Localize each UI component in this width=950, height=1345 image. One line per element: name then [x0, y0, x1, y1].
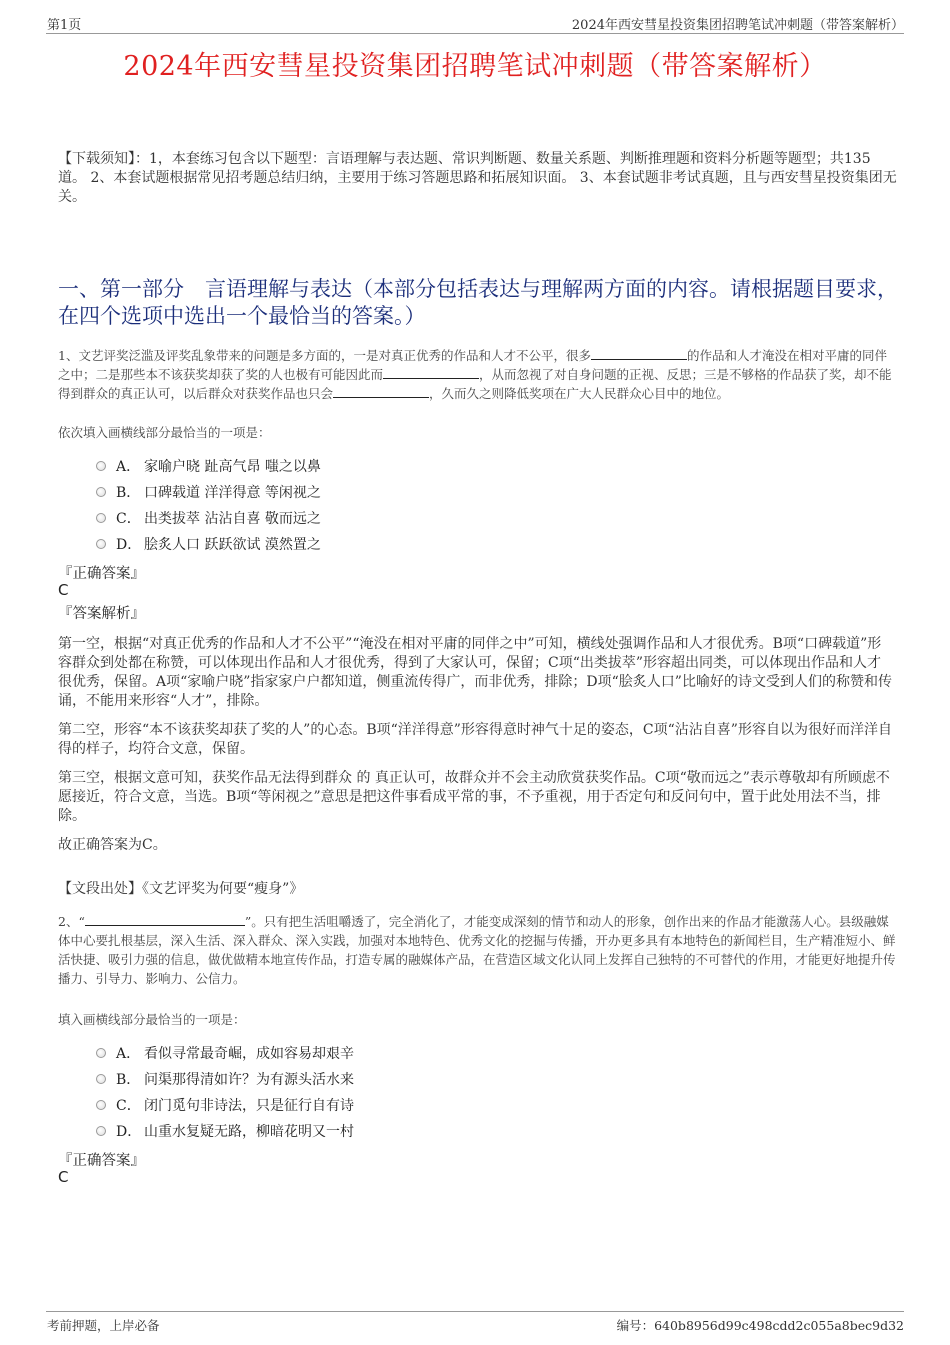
radio-icon[interactable] — [96, 513, 106, 523]
option-b[interactable]: B． 问渠那得清如许？为有源头活水来 — [96, 1066, 354, 1092]
answer-label: 『正确答案』 — [58, 566, 145, 582]
option-a[interactable]: A． 家喻户晓 趾高气昂 嗤之以鼻 — [96, 453, 321, 479]
option-c[interactable]: C． 出类拔萃 沾沾自喜 敬而远之 — [96, 505, 321, 531]
question-1-text-3: ，从而忽视了对自身问题的正视、反思；三是不够格的作品获了奖，却不能得到群众的真正认可，以后群众对获奖作品也只会 — [58, 367, 892, 401]
analysis-paragraph: 第二空，形容“本不该获奖却获了奖的人”的心态。B项“洋洋得意”形容得意时神气十足的姿态，C项“沾沾自喜”形容自以为很好而洋洋自得的样子，均符合文意，保留。 — [58, 722, 892, 757]
radio-icon[interactable] — [96, 1100, 106, 1110]
answer-label: 『正确答案』 — [58, 1153, 145, 1169]
question-2-text-2: ”。只有把生活咀嚼透了，完全消化了，才能变成深刻的情节和动人的形象，创作出来的作品才能激荡人心。县级融媒体中心要扎根基层，深入生活、深入群众、深入实践，加强对本地特色、优秀文化的挖掘与传播，开办更多具有本地特色的新闻栏目，生产精准短小、鲜活快捷、吸引力强的信息，做优做精本地宣传作品，打造专属的融媒体产品，在营造区域文化认同上发挥自己独特的不可替代的作用，才能更好地提升传播力、引导力、影响力、公信力。 — [58, 914, 896, 986]
question-2-blank — [85, 913, 245, 926]
option-d[interactable]: D． 山重水复疑无路，柳暗花明又一村 — [96, 1118, 354, 1144]
header-divider — [46, 33, 904, 34]
download-notice: 【下载须知】：1，本套练习包含以下题型：言语理解与表达题、常识判断题、数量关系题、判断推理题和资料分析题等题型；共135道。 2、本套试题根据常见招考题总结归纳，主要用于练习答题思路和拓展知识面。 3、本套试题非考试真题，且与西安彗星投资集团无关。 — [58, 151, 897, 205]
radio-icon[interactable] — [96, 539, 106, 549]
question-2-prompt: 填入画横线部分最恰当的一项是： — [58, 1012, 246, 1027]
question-1-blank-2 — [383, 366, 479, 379]
page-number: 第1页 — [47, 18, 82, 33]
option-b[interactable]: B． 口碑载道 洋洋得意 等闲视之 — [96, 479, 321, 505]
radio-icon[interactable] — [96, 1048, 106, 1058]
radio-icon[interactable] — [96, 487, 106, 497]
analysis-paragraph: 第一空，根据“对真正优秀的作品和人才不公平”“淹没在相对平庸的同伴之中”可知，横线处强调作品和人才很优秀。B项“口碑载道”形容群众到处都在称赞，可以体现出作品和人才很优秀，得到了大家认可，保留；C项“出类拔萃”形容超出同类，可以体现出作品和人才很优秀，保留。A项“家喻户晓”指家家户户都知道，侧重流传得广，而非优秀，排除；D项“脍炙人口”比喻好的诗文受到人们的称赞和传诵，不能用来形容“人才”，排除。 — [58, 636, 892, 709]
analysis-paragraph: 故正确答案为C。 — [58, 837, 167, 853]
footer-divider — [46, 1311, 904, 1312]
answer-analysis — [58, 635, 892, 865]
option-c[interactable]: C． 闭门觅句非诗法，只是征行自有诗 — [96, 1092, 354, 1118]
radio-icon[interactable] — [96, 1074, 106, 1084]
section-heading: 一、第一部分 言语理解与表达（本部分包括表达与理解两方面的内容。请根据题目要求，在四个选项中选出一个最恰当的答案。） — [58, 277, 898, 328]
question-1-blank-3 — [333, 385, 429, 398]
option-a[interactable]: A． 看似寻常最奇崛，成如容易却艰辛 — [96, 1040, 354, 1066]
source-citation: 【文段出处】《文艺评奖为何要“瘦身”》 — [58, 881, 304, 897]
footer-slogan: 考前押题，上岸必备 — [47, 1318, 160, 1333]
option-d[interactable]: D． 脍炙人口 跃跃欲试 漠然置之 — [96, 531, 321, 557]
radio-icon[interactable] — [96, 1126, 106, 1136]
footer-doc-id: 编号：640b8956d99c498cdd2c055a8bec9d32 — [616, 1318, 904, 1333]
answer-value: C — [58, 581, 69, 599]
header-doc-title: 2024年西安彗星投资集团招聘笔试冲刺题（带答案解析） — [571, 18, 904, 33]
question-1-stem — [58, 346, 898, 403]
question-1-blank-1 — [591, 347, 687, 360]
question-2-text-1: 2、“ — [58, 914, 85, 929]
answer-value: C — [58, 1168, 69, 1186]
radio-icon[interactable] — [96, 461, 106, 471]
analysis-paragraph: 第三空，根据文意可知，获奖作品无法得到群众 的 真正认可，故群众并不会主动欣赏获奖作品。C项“敬而远之”表示尊敬却有所顾虑不愿接近，符合文意，当选。B项“等闲视之”意思是把这件事看成平常的事，不予重视，用于否定句和反问句中，置于此处用法不当，排除。 — [58, 770, 890, 824]
question-1-prompt: 依次填入画横线部分最恰当的一项是： — [58, 425, 271, 440]
page-title: 2024年西安彗星投资集团招聘笔试冲刺题（带答案解析） — [123, 51, 827, 82]
question-1-text-2: 的作品和人才淹没在相对平庸的同伴之中；二是那些本不该获奖却获了奖的人也极有可能因此而 — [58, 348, 887, 382]
analysis-label: 『答案解析』 — [58, 606, 145, 622]
question-2-stem — [58, 912, 898, 988]
question-2-options — [96, 1040, 354, 1144]
question-1-options — [96, 453, 321, 557]
question-1-text-4: ，久而久之则降低奖项在广大人民群众心目中的地位。 — [429, 386, 730, 401]
question-1-text-1: 1、文艺评奖泛滥及评奖乱象带来的问题是多方面的，一是对真正优秀的作品和人才不公平，很多 — [58, 348, 591, 363]
